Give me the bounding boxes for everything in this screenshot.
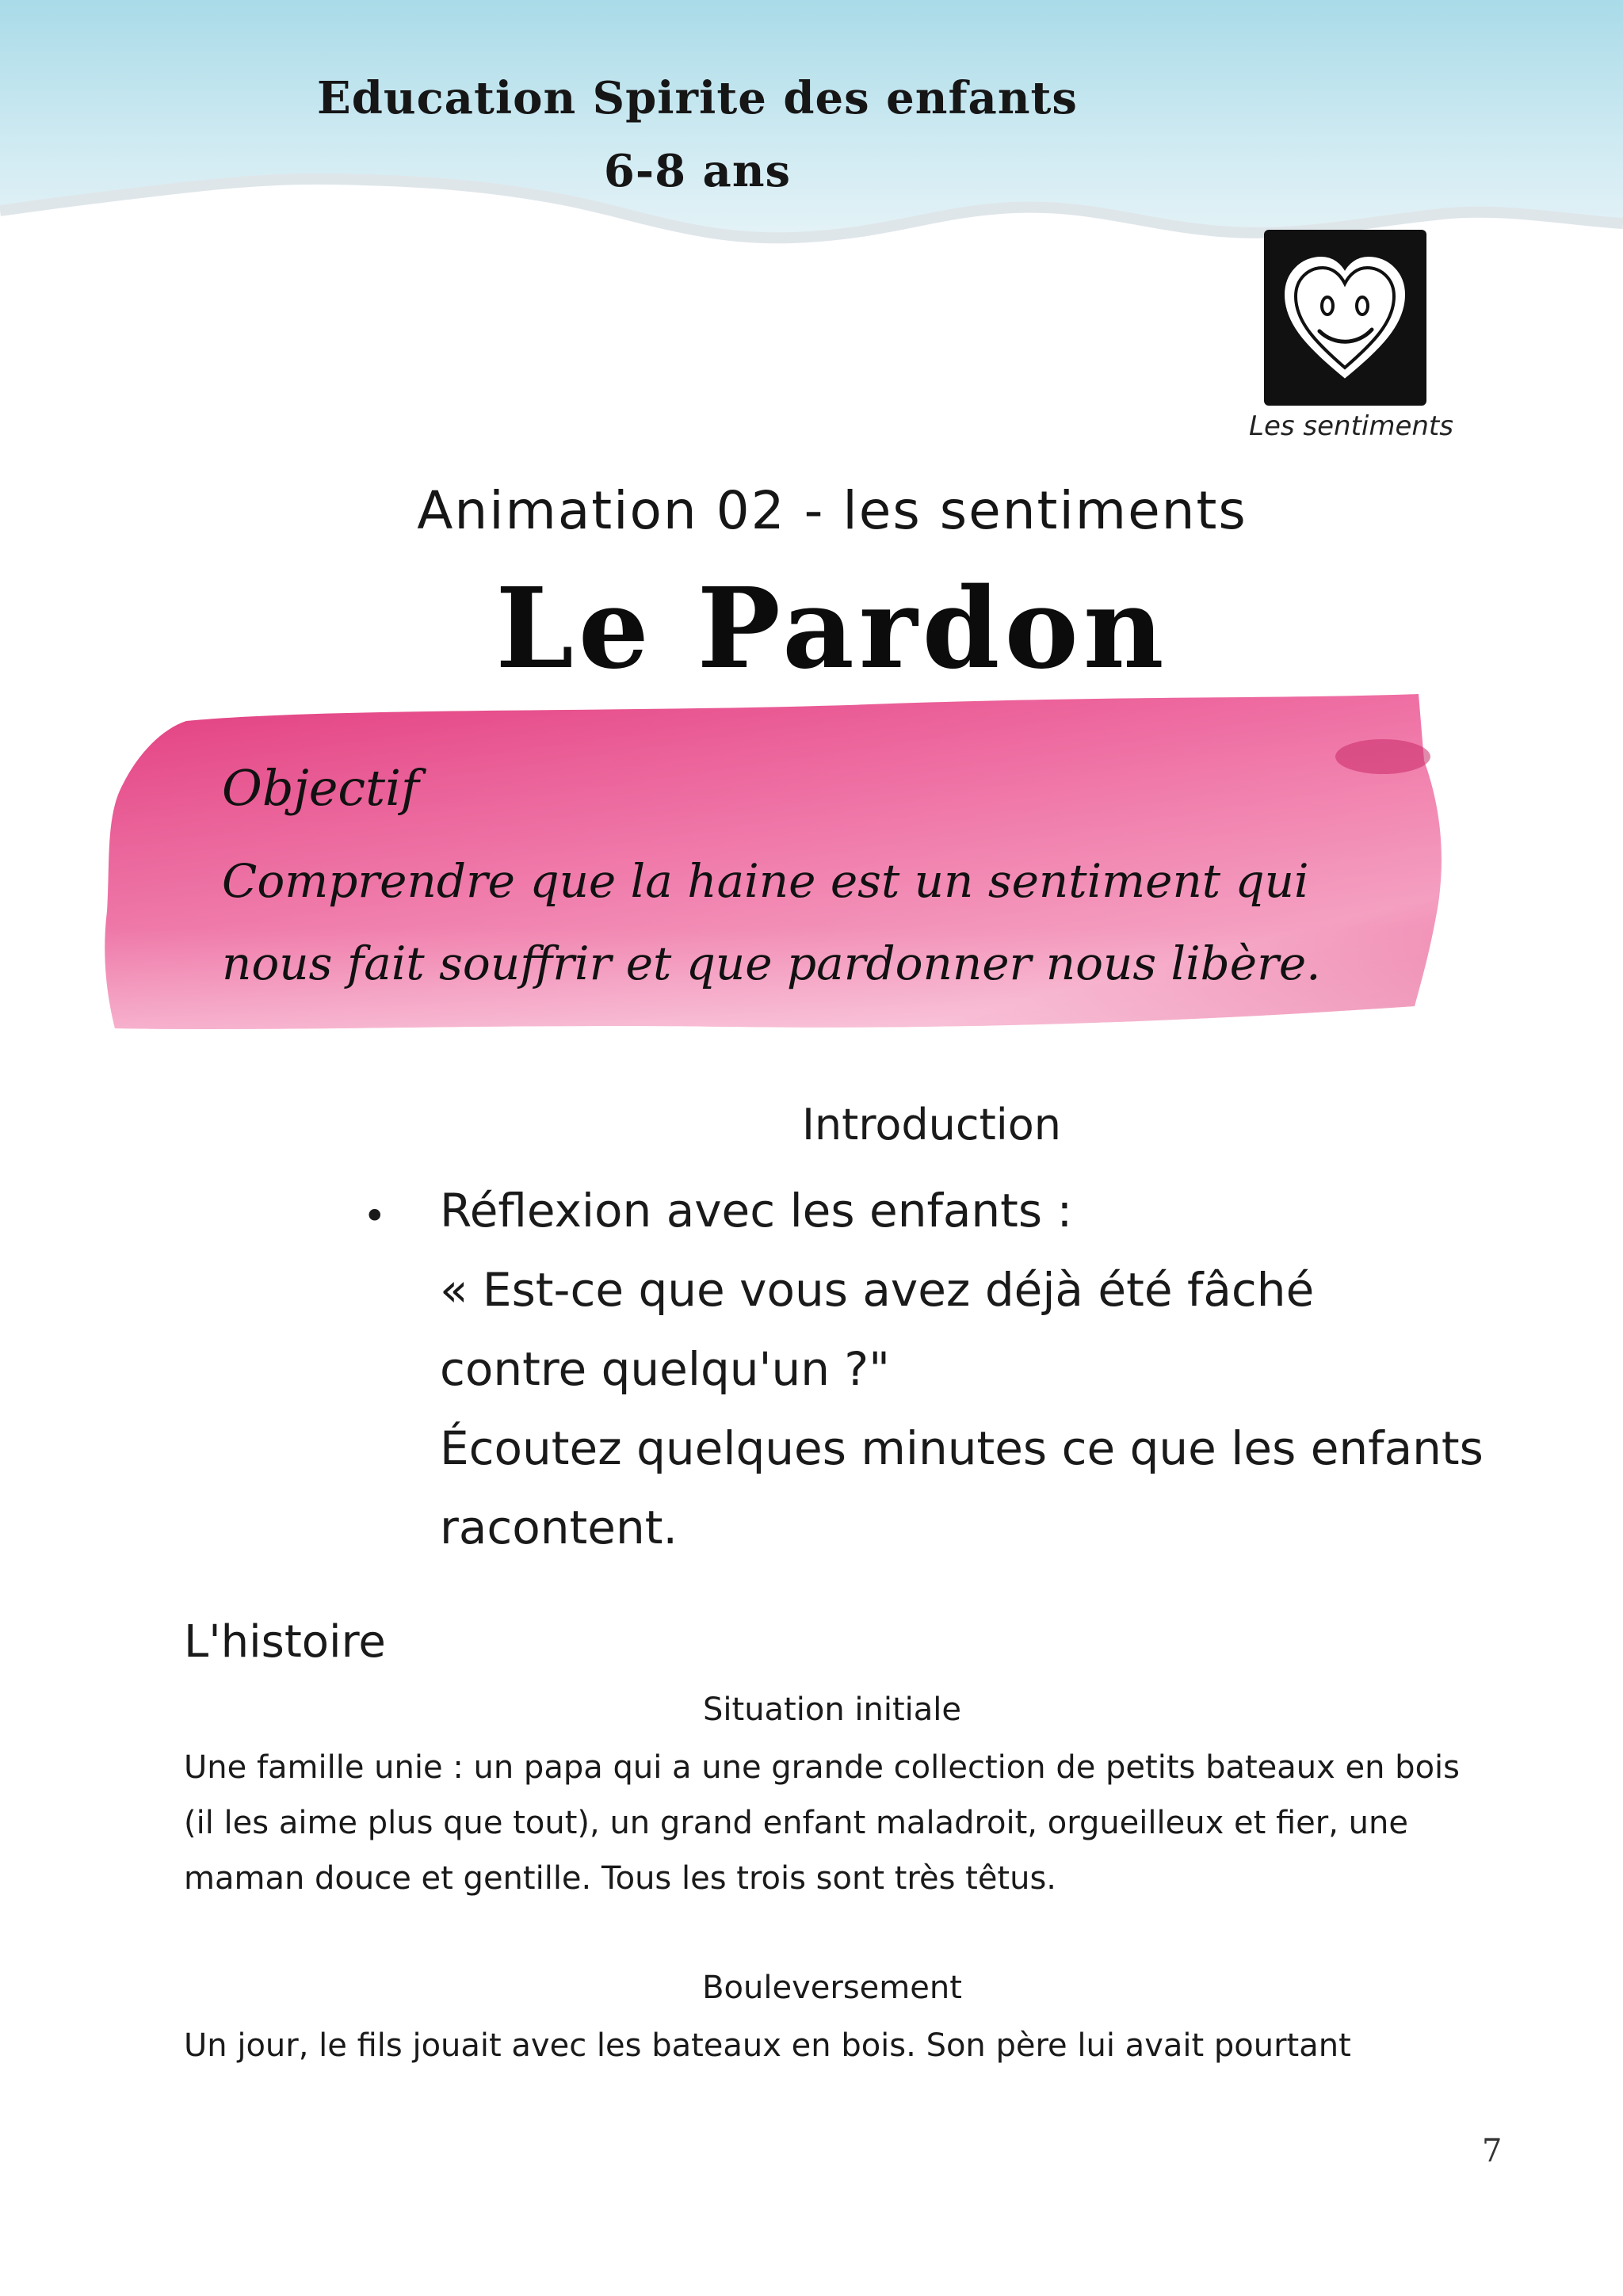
reflection-line: Réflexion avec les enfants : [440, 1184, 1073, 1238]
theme-logo [1264, 230, 1426, 406]
paragraph-line: (il les aime plus que tout), un grand enfant maladroit, orgueilleux et fier, une [184, 1805, 1408, 1841]
reflection-line: contre quelqu'un ?" [440, 1342, 890, 1396]
paragraph-line: Une famille unie : un papa qui a une grande collection de petits bateaux en bois [184, 1749, 1460, 1786]
reflection-line: racontent. [440, 1501, 678, 1554]
paragraph-line: Un jour, le fils jouait avec les bateaux en bois. Son père lui avait pourtant [184, 2027, 1351, 2064]
objective-text [222, 840, 1411, 1005]
reflection-line: Écoutez quelques minutes ce que les enfants [440, 1421, 1484, 1475]
paragraph-line: maman douce et gentille. Tous les trois sont très têtus. [184, 1860, 1057, 1897]
animation-subtitle: Animation 02 - les sentiments [417, 480, 1247, 541]
introduction-heading: Introduction [802, 1100, 1062, 1150]
section-paragraph-upheaval [184, 2018, 1468, 2073]
section-heading-upheaval: Bouleversement [702, 1970, 962, 2006]
bullet-icon: • [363, 1193, 387, 1239]
smiling-heart-icon [1264, 230, 1426, 406]
objective-line: nous fait souffrir et que pardonner nous libère. [222, 936, 1321, 990]
header-title-line1: Education Spirite des enfants [317, 72, 1078, 124]
section-heading-initial: Situation initiale [703, 1691, 961, 1728]
objective-label: Objectif [222, 759, 419, 817]
reflection-line: « Est-ce que vous avez déjà été fâché [440, 1263, 1315, 1317]
logo-caption: Les sentiments [1249, 410, 1453, 442]
section-paragraph-initial [184, 1740, 1468, 1906]
objective-line: Comprendre que la haine est un sentiment qui [222, 854, 1309, 908]
header-title-line2: 6-8 ans [603, 145, 792, 197]
introduction-reflection [440, 1171, 1533, 1567]
header-title [301, 62, 1094, 208]
page-title: Le Pardon [495, 564, 1169, 694]
page-number: 7 [1482, 2133, 1503, 2169]
story-heading: L'histoire [184, 1616, 386, 1668]
